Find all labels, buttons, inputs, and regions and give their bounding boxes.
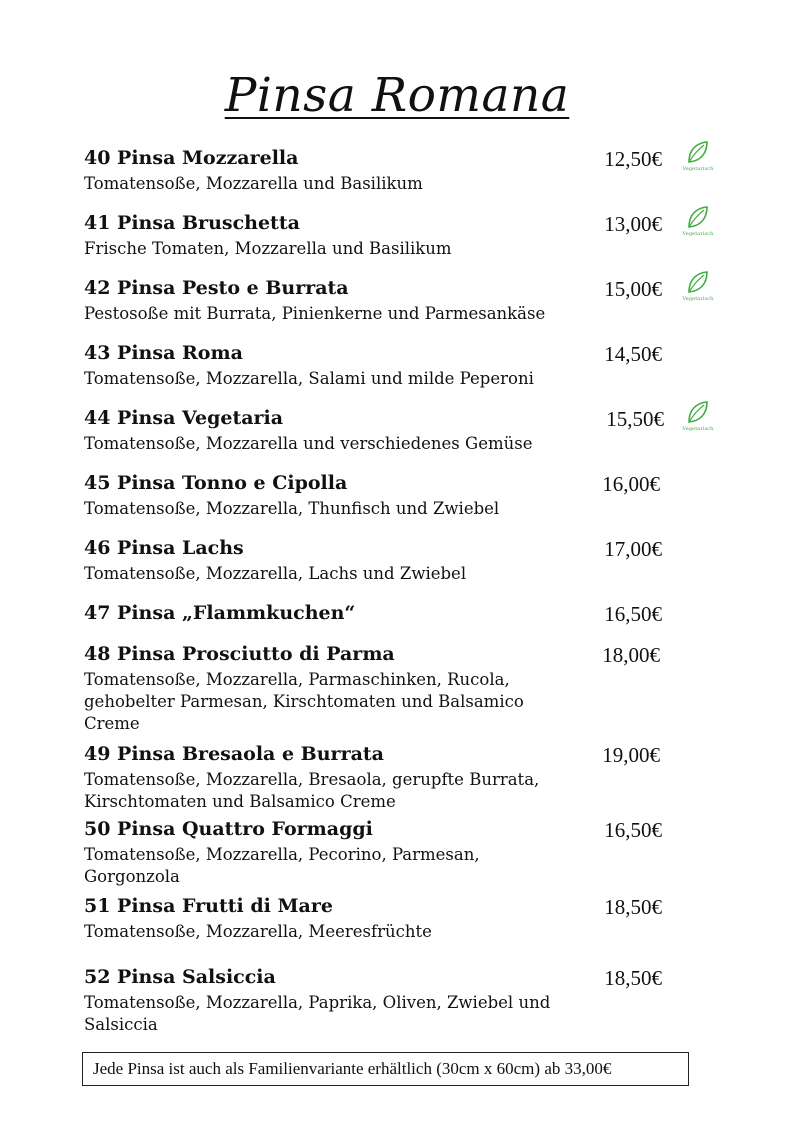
item-description: Tomatensoße, Mozzarella, Lachs und Zwiebel xyxy=(84,564,467,583)
item-price: 18,00€ xyxy=(602,643,660,667)
item-description: Frische Tomaten, Mozzarella und Basilikum xyxy=(84,239,452,258)
item-name: 42 Pinsa Pesto e Burrata xyxy=(84,277,349,299)
item-name: 44 Pinsa Vegetaria xyxy=(84,407,284,429)
vegetarian-badge xyxy=(678,139,718,175)
vegetarian-label: Vegetarisch xyxy=(682,296,714,302)
item-price: 15,50€ xyxy=(606,407,664,431)
item-description: Tomatensoße, Mozzarella, Pecorino, Parmesan, Gorgonzola xyxy=(84,845,480,886)
vegetarian-label: Vegetarisch xyxy=(682,166,714,172)
item-name: 41 Pinsa Bruschetta xyxy=(84,212,300,234)
leaf-icon xyxy=(685,139,711,165)
item-name: 48 Pinsa Prosciutto di Parma xyxy=(84,643,395,665)
family-size-note: Jede Pinsa ist auch als Familienvariante erhältlich (30cm x 60cm) ab 33,00€ xyxy=(82,1052,689,1086)
vegetarian-label: Vegetarisch xyxy=(682,231,714,237)
leaf-icon xyxy=(685,204,711,230)
vegetarian-badge xyxy=(678,269,718,305)
item-name: 49 Pinsa Bresaola e Burrata xyxy=(84,743,384,765)
item-price: 16,50€ xyxy=(604,818,662,842)
page-title: Pinsa Romana xyxy=(224,68,570,123)
leaf-icon xyxy=(685,269,711,295)
item-description: Pestosoße mit Burrata, Pinienkerne und Parmesankäse xyxy=(84,304,546,323)
item-name: 43 Pinsa Roma xyxy=(84,342,243,364)
item-name: 47 Pinsa „Flammkuchen“ xyxy=(84,602,356,624)
item-name: 52 Pinsa Salsiccia xyxy=(84,966,276,988)
item-name: 50 Pinsa Quattro Formaggi xyxy=(84,818,373,840)
item-name: 46 Pinsa Lachs xyxy=(84,537,244,559)
vegetarian-badge xyxy=(678,399,718,435)
item-price: 18,50€ xyxy=(604,895,662,919)
item-name: 51 Pinsa Frutti di Mare xyxy=(84,895,333,917)
vegetarian-badge xyxy=(678,204,718,240)
leaf-icon xyxy=(685,399,711,425)
item-price: 14,50€ xyxy=(604,342,662,366)
item-price: 12,50€ xyxy=(604,147,662,171)
item-description: Tomatensoße, Mozzarella, Thunfisch und Zwiebel xyxy=(84,499,500,518)
item-description: Tomatensoße, Mozzarella und Basilikum xyxy=(84,174,423,193)
item-description: Tomatensoße, Mozzarella, Paprika, Oliven, Zwiebel und Salsiccia xyxy=(84,993,551,1034)
item-price: 13,00€ xyxy=(604,212,662,236)
item-price: 15,00€ xyxy=(604,277,662,301)
item-description: Tomatensoße, Mozzarella und verschiedenes Gemüse xyxy=(84,434,533,453)
item-name: 45 Pinsa Tonno e Cipolla xyxy=(84,472,348,494)
item-description: Tomatensoße, Mozzarella, Salami und milde Peperoni xyxy=(84,369,534,388)
item-description: Tomatensoße, Mozzarella, Parmaschinken, Rucola, gehobelter Parmesan, Kirschtomaten und Balsamico Creme xyxy=(84,670,524,733)
item-name: 40 Pinsa Mozzarella xyxy=(84,147,299,169)
item-description: Tomatensoße, Mozzarella, Meeresfrüchte xyxy=(84,922,432,941)
item-description: Tomatensoße, Mozzarella, Bresaola, gerupfte Burrata, Kirschtomaten und Balsamico Creme xyxy=(84,770,540,811)
vegetarian-label: Vegetarisch xyxy=(682,426,714,432)
item-price: 16,00€ xyxy=(602,472,660,496)
item-price: 17,00€ xyxy=(604,537,662,561)
item-price: 16,50€ xyxy=(604,602,662,626)
item-price: 18,50€ xyxy=(604,966,662,990)
item-price: 19,00€ xyxy=(602,743,660,767)
